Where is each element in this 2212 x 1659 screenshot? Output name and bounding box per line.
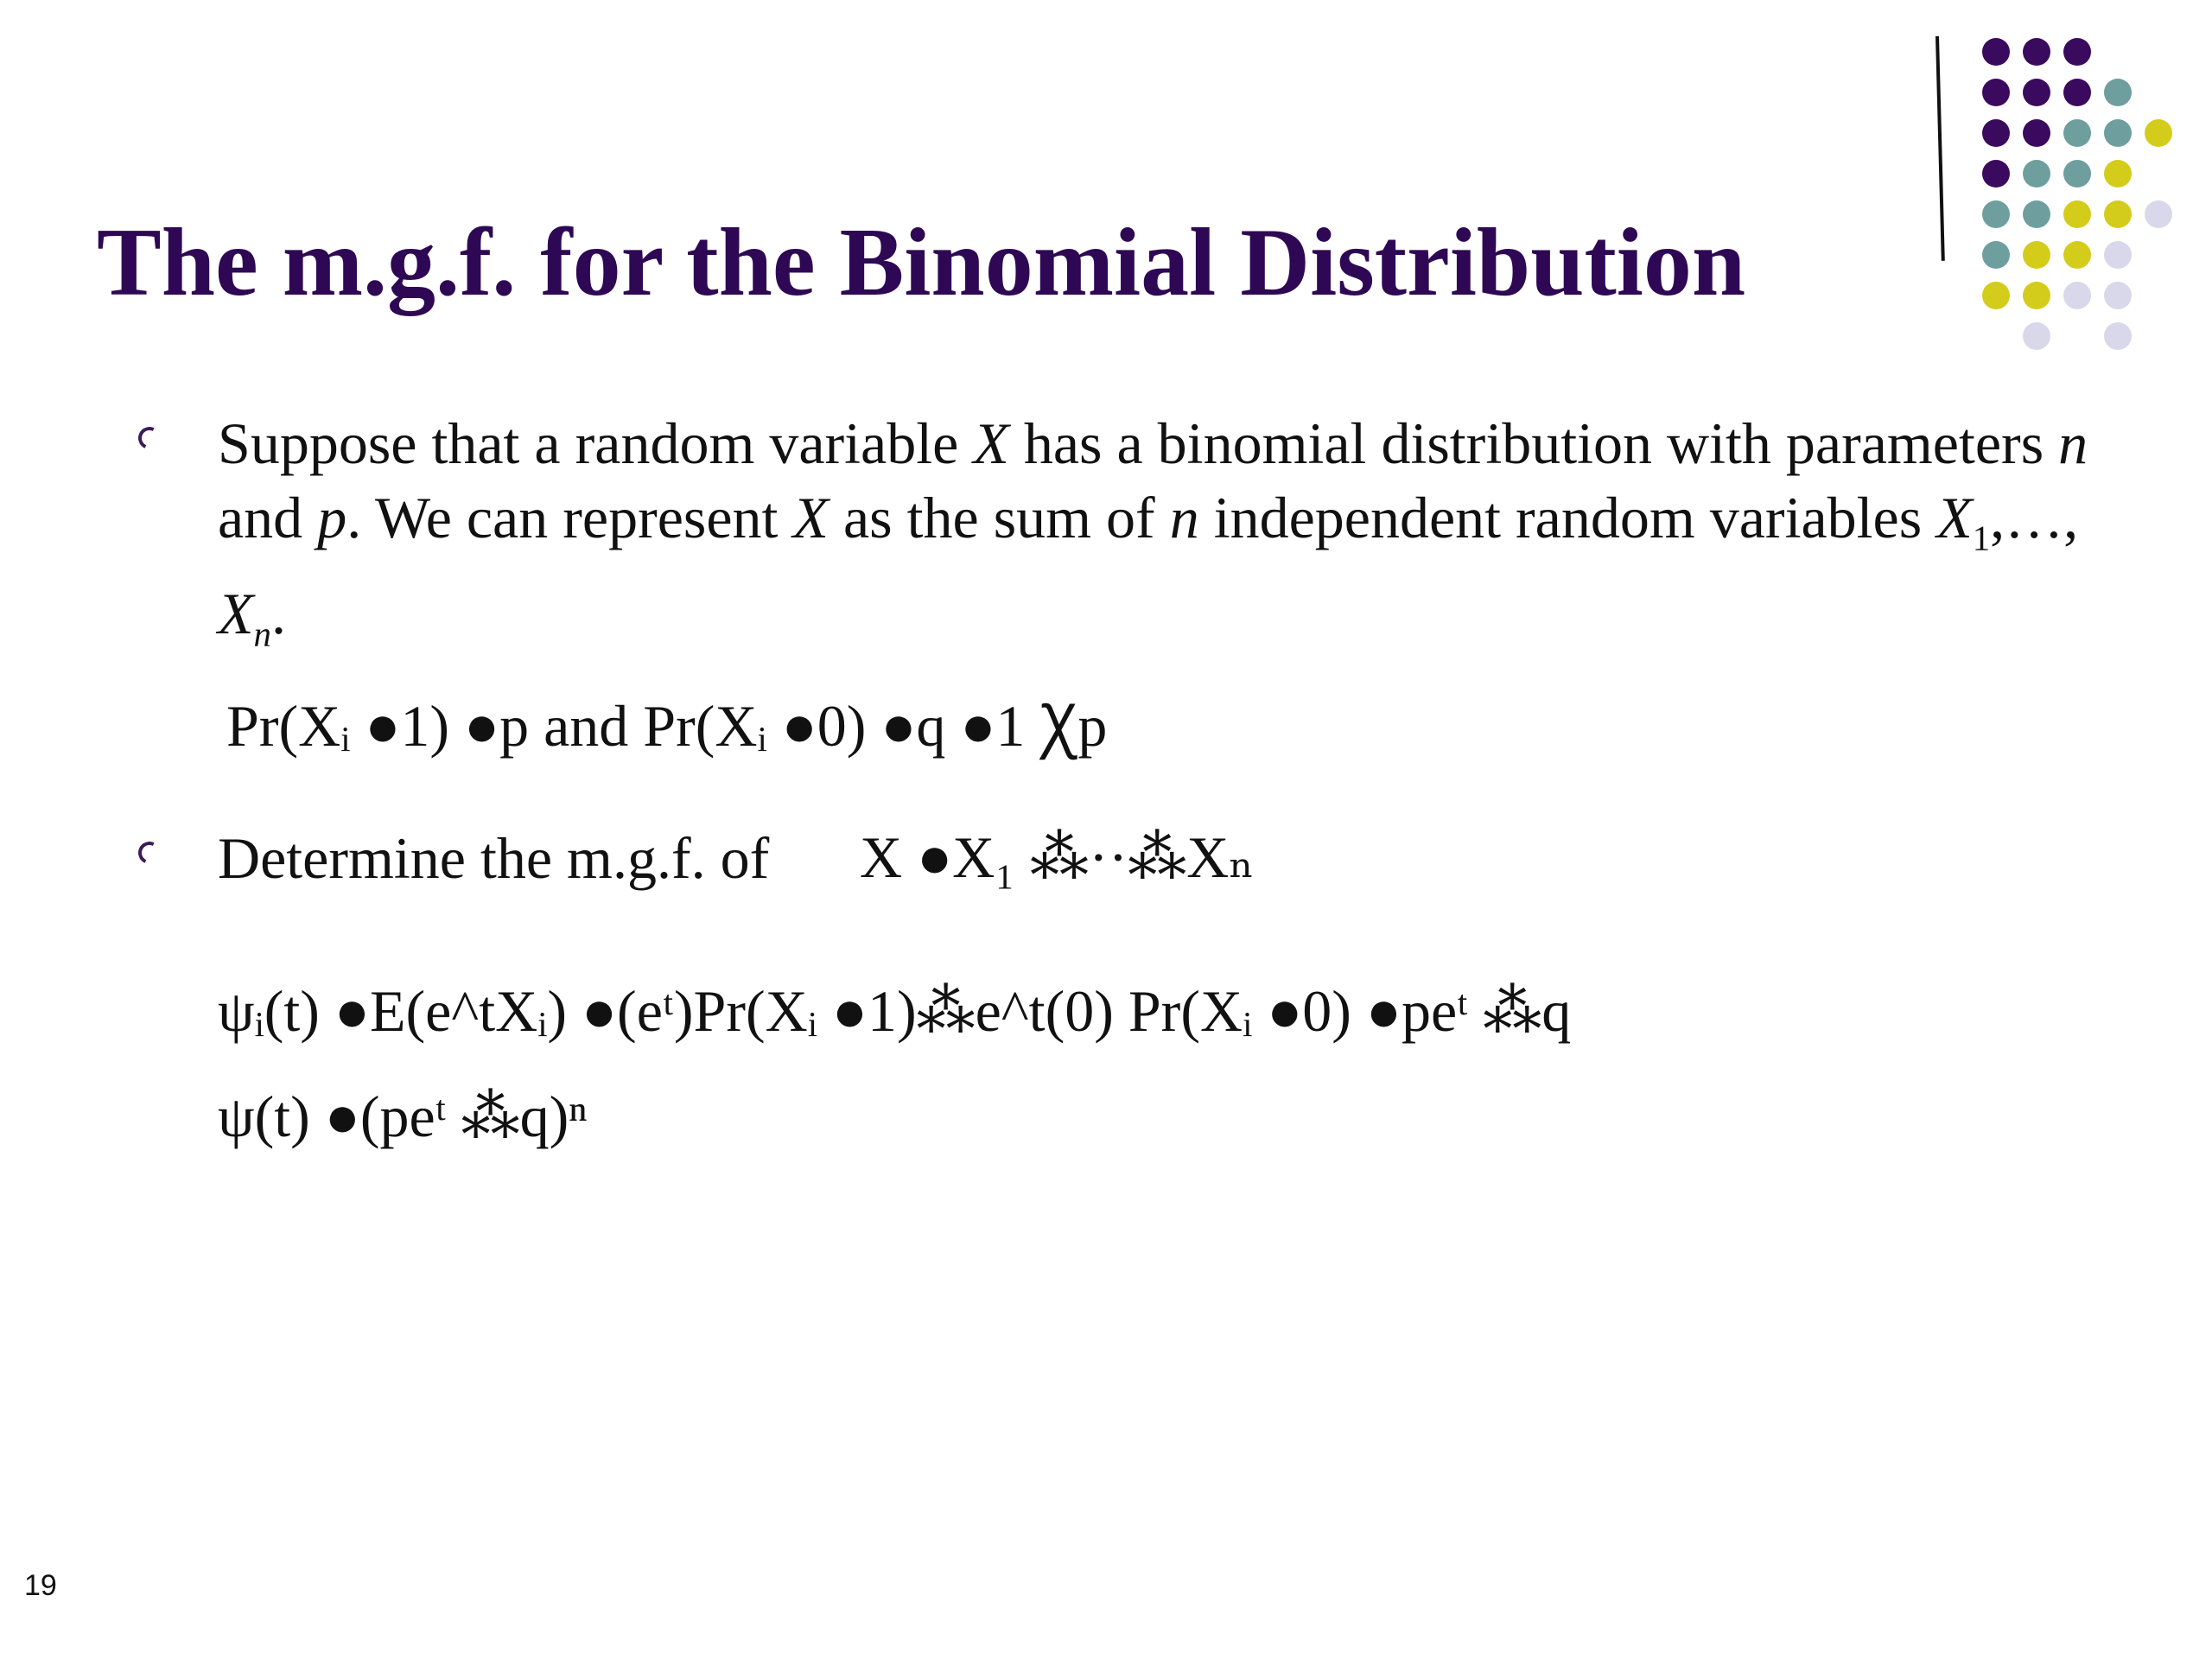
decorative-dot — [2023, 160, 2050, 188]
bullet-arc-icon — [135, 838, 163, 867]
decorative-dot — [2063, 160, 2091, 188]
decorative-dot — [2063, 79, 2091, 106]
equation-bernoulli-probabilities: Pr(Xᵢ ●1) ●p and Pr(Xᵢ ●0) ●q ●1 Ꭓp — [226, 693, 1108, 759]
bullet-arc-icon — [135, 423, 163, 452]
equation-binomial-mgf: ψ(t) ●(peᵗ ⁂q)ⁿ — [218, 1084, 588, 1149]
slide-title: The m.g.f. for the Binomial Distribution — [97, 209, 1746, 316]
decorative-dot — [2145, 200, 2172, 228]
decorative-dot — [1982, 282, 2010, 309]
decorative-dot — [2063, 38, 2091, 66]
decorative-dot — [1982, 241, 2010, 269]
decorative-dot — [2023, 282, 2050, 309]
decorative-dot — [2023, 119, 2050, 147]
decorative-dot — [2104, 282, 2132, 309]
decorative-dot — [2023, 322, 2050, 350]
decorative-dot — [2023, 79, 2050, 106]
bullet-1-text: Suppose that a random variable X has a binomial distribution with parameters n and p. We can represent X as the sum of n independent random variables $X_1,\dots$, $X_n$. — [218, 410, 2088, 654]
decorative-dot — [2063, 200, 2091, 228]
decorative-dot — [2104, 119, 2132, 147]
decorative-dot — [2145, 119, 2172, 147]
decorative-dot — [2023, 241, 2050, 269]
equation-sum-of-variables: X ●X₁ ⁂··⁂Xₙ — [860, 824, 1255, 890]
decorative-dot — [1982, 200, 2010, 228]
decorative-dot — [2063, 241, 2091, 269]
decorative-dot — [1982, 160, 2010, 188]
decorative-dot — [2023, 200, 2050, 228]
slide-number: 19 — [24, 1569, 57, 1602]
decorative-dot — [1982, 119, 2010, 147]
decorative-dot — [1982, 79, 2010, 106]
decorative-dot — [2063, 119, 2091, 147]
equation-individual-mgf: ψᵢ(t) ●E(e^tXᵢ) ●(eᵗ)Pr(Xᵢ ●1)⁂e^t(0) Pr(Xᵢ ●0) ●peᵗ ⁂q — [218, 978, 1572, 1044]
decorative-dot — [2104, 322, 2132, 350]
decorative-dot — [2063, 282, 2091, 309]
decorative-dot — [2104, 160, 2132, 188]
decorative-dot — [2104, 79, 2132, 106]
decorative-dot — [2023, 38, 2050, 66]
decorative-dot — [2104, 241, 2132, 269]
bullet-2-text: Determine the m.g.f. of — [218, 825, 770, 891]
decorative-dot — [2104, 200, 2132, 228]
decorative-dot — [1982, 38, 2010, 66]
